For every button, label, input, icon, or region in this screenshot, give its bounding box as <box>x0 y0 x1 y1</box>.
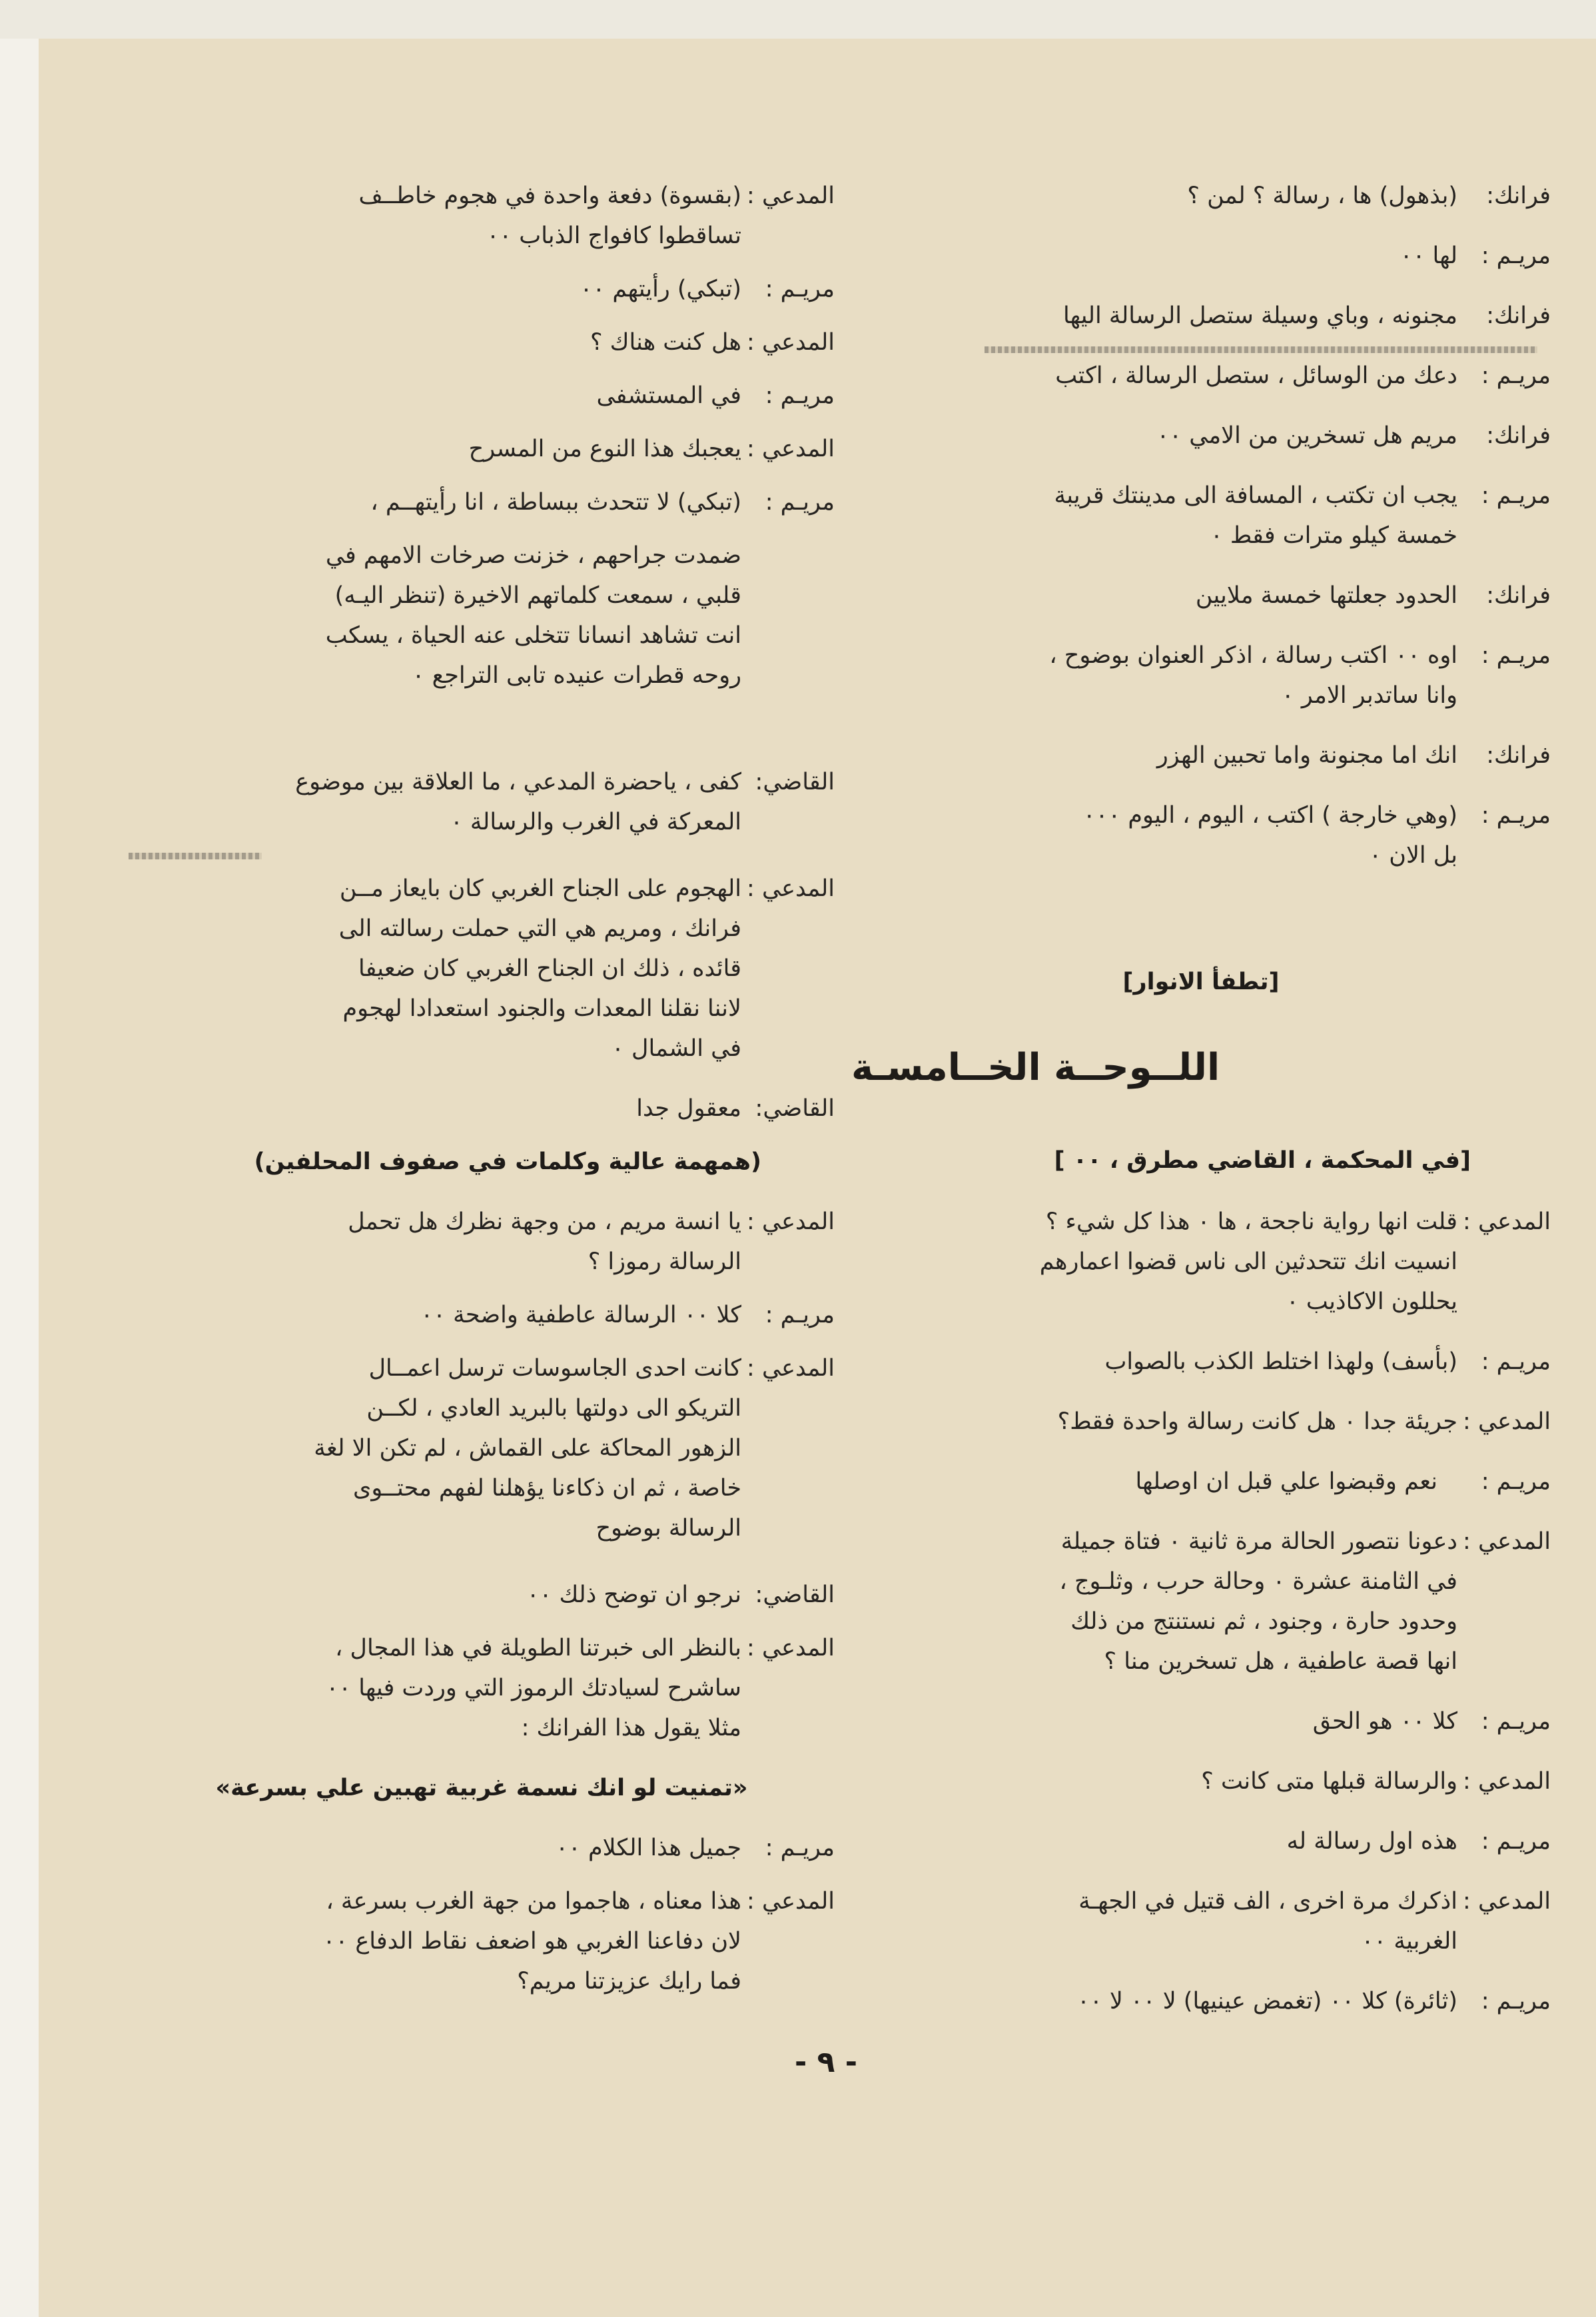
dialogue-text: الزهور المحاكة على القماش ، لم تكن الا لغة <box>314 1435 741 1462</box>
dialogue-text: مجنونه ، وباي وسيلة ستصل الرسالة اليها <box>1063 302 1457 329</box>
speaker-label: مريـم : <box>1481 1828 1551 1855</box>
dialogue-text: اذكرك مرة اخرى ، الف قتيل في الجهـة <box>1078 1888 1457 1915</box>
dialogue-text: ساشرح لسيادتك الرموز التي وردت فيها ٠٠ <box>326 1675 741 1701</box>
dialogue-text: الحدود جعلتها خمسة ملايين <box>1195 582 1457 609</box>
dialogue-text: كلا ٠٠ الرسالة عاطفية واضحة ٠٠ <box>420 1302 741 1328</box>
speaker-label: مريـم : <box>765 1302 835 1328</box>
speaker-label: مريـم : <box>1481 362 1551 389</box>
dialogue-text: لها ٠٠ <box>1399 242 1457 269</box>
speaker-label: مريـم : <box>1481 1348 1551 1375</box>
dialogue-text: دعونا نتصور الحالة مرة ثانية ٠ فتاة جميلة <box>1060 1528 1457 1555</box>
stage-direction-court: [في المحكمة ، القاضي مطرق ، ٠٠ ] <box>1054 1147 1471 1174</box>
dialogue-text: جريئة جدا ٠ هل كانت رسالة واحدة فقط؟ <box>1057 1408 1457 1435</box>
speaker-label: المدعي : <box>1463 1208 1551 1235</box>
dialogue-text: كفى ، ياحضرة المدعي ، ما العلاقة بين موضوع <box>295 769 741 795</box>
dialogue-text: ضمدت جراحهم ، خزنت صرخات الامهم في <box>325 542 741 569</box>
speaker-label: مريـم : <box>765 489 835 516</box>
dialogue-text: هذه اول رسالة له <box>1286 1828 1457 1855</box>
dialogue-text: خاصة ، ثم ان ذكاءنا يؤهلنا لفهم محتــوى <box>353 1475 741 1502</box>
dialogue-text: لان دفاعنا الغربي هو اضعف نقاط الدفاع ٠٠ <box>322 1928 741 1955</box>
speaker-label: المدعي : <box>747 329 835 356</box>
dialogue-text: يعجبك هذا النوع من المسرح <box>468 436 741 462</box>
dialogue-text: خمسة كيلو مترات فقط ٠ <box>1210 522 1457 549</box>
dialogue-text: كانت احدى الجاسوسات ترسل اعمــال <box>368 1355 741 1382</box>
dialogue-text: تساقطوا كافواج الذباب ٠٠ <box>486 223 741 249</box>
dialogue-text: (بذهول) ها ، رسالة ؟ لمن ؟ <box>1187 183 1457 209</box>
dialogue-text: دعك من الوسائل ، ستصل الرسالة ، اكتب <box>1055 362 1457 389</box>
dialogue-text: المعركة في الغرب والرسالة ٠ <box>450 809 741 835</box>
dialogue-text: يجب ان تكتب ، المسافة الى مدينتك قريبة <box>1054 482 1457 509</box>
dialogue-text: كلا ٠٠ هو الحق <box>1312 1708 1457 1735</box>
dialogue-text: هذا معناه ، هاجموا من جهة الغرب بسرعة ، <box>326 1888 741 1915</box>
dialogue-text: (بأسف) ولهذا اختلط الكذب بالصواب <box>1104 1348 1457 1375</box>
speaker-label: مريـم : <box>1481 242 1551 269</box>
dialogue-text: والرسالة قبلها متى كانت ؟ <box>1201 1768 1457 1795</box>
dialogue-text: الرسالة رموزا ؟ <box>588 1248 741 1275</box>
dialogue-text: مثلا يقول هذا الفرانك : <box>521 1715 741 1741</box>
section-heading: اللــوحــة الخــامسـة <box>851 1046 1220 1089</box>
dialogue-text: معقول جدا <box>636 1095 741 1122</box>
speaker-label: مريـم : <box>1481 1708 1551 1735</box>
speaker-label: المدعي : <box>747 875 835 902</box>
dialogue-text: قلبي ، سمعت كلماتهم الاخيرة (تنظر اليـه) <box>334 582 741 609</box>
speaker-label: مريـم : <box>1481 642 1551 669</box>
dialogue-text: الهجوم على الجناح الغربي كان بايعاز مــن <box>339 875 741 902</box>
dialogue-text: لاننا نقلنا المعدات والجنود استعدادا لهجوم <box>342 995 741 1022</box>
speaker-label: مريـم : <box>1481 1988 1551 2015</box>
dialogue-text: انها قصة عاطفية ، هل تسخرين منا ؟ <box>1104 1648 1457 1675</box>
dialogue-text: هل كنت هناك ؟ <box>590 329 741 356</box>
stage-direction-murmur: (همهمة عالية وكلمات في صفوف المحلفين) <box>254 1149 761 1175</box>
dialogue-text: قائده ، ذلك ان الجناح الغربي كان ضعيفا <box>358 955 741 982</box>
speaker-label: مريـم : <box>765 1835 835 1861</box>
document-page <box>39 39 1596 2317</box>
speaker-label: المدعي : <box>1463 1888 1551 1915</box>
dialogue-text: (تبكي) لا تتحدث ببساطة ، انا رأيتهــم ، <box>370 489 741 516</box>
dialogue-text: الرسالة بوضوح <box>596 1515 741 1542</box>
dialogue-text: فما رايك عزيزتنا مريم؟ <box>517 1968 741 1995</box>
speaker-label: مريـم : <box>1481 482 1551 509</box>
dialogue-text: في الشمال ٠ <box>611 1035 741 1062</box>
stage-direction-lights: [تطفأ الانوار] <box>1122 969 1280 995</box>
speaker-label: القاضي: <box>755 769 835 795</box>
speaker-label: فرانك: <box>1486 302 1551 329</box>
speaker-label: المدعي : <box>1463 1528 1551 1555</box>
dialogue-text: وحدود حارة ، وجنود ، ثم نستنتج من ذلك <box>1070 1608 1457 1635</box>
speaker-label: المدعي : <box>747 183 835 209</box>
speaker-label: المدعي : <box>747 1635 835 1661</box>
speaker-label: مريـم : <box>1481 802 1551 829</box>
dialogue-text: مريم هل تسخرين من الامي ٠٠ <box>1156 422 1457 449</box>
speaker-label: فرانك: <box>1486 582 1551 609</box>
speaker-label: المدعي : <box>1463 1408 1551 1435</box>
dialogue-text: يحللون الاكاذيب ٠ <box>1286 1288 1457 1315</box>
print-smudge <box>985 346 1537 353</box>
speaker-label: المدعي : <box>1463 1768 1551 1795</box>
dialogue-text: قلت انها رواية ناجحة ، ها ٠ هذا كل شيء ؟ <box>1045 1208 1457 1235</box>
page-number: - ٩ - <box>795 2045 858 2079</box>
dialogue-text: (ثائرة) كلا ٠٠ (تغمض عينيها) لا ٠٠ لا ٠٠ <box>1077 1988 1457 2015</box>
dialogue-text: في الثامنة عشرة ٠ وحالة حرب ، وثلـوج ، <box>1059 1568 1457 1595</box>
speaker-label: فرانك: <box>1486 742 1551 769</box>
quoted-verse: «تمنيت لو انك نسمة غربية تهبين علي بسرعة» <box>215 1775 748 1801</box>
dialogue-text: (وهي خارجة ) اكتب ، اليوم ، اليوم ٠٠٠ <box>1082 802 1457 829</box>
dialogue-text: انسيت انك تتحدثين الى ناس قضوا اعمارهم <box>1039 1248 1457 1275</box>
dialogue-text: بل الان ٠ <box>1369 842 1457 869</box>
dialogue-text: وانا ساتدبر الامر ٠ <box>1281 682 1457 709</box>
speaker-label: مريـم : <box>765 276 835 302</box>
dialogue-text: جميل هذا الكلام ٠٠ <box>556 1835 741 1861</box>
speaker-label: القاضي: <box>755 1582 835 1608</box>
print-smudge <box>129 853 262 859</box>
speaker-label: المدعي : <box>747 1208 835 1235</box>
dialogue-text: انت تشاهد انسانا تتخلى عنه الحياة ، يسكب <box>325 622 741 649</box>
dialogue-text: في المستشفى <box>596 382 741 409</box>
dialogue-text: روحه قطرات عنيده تابى التراجع ٠ <box>412 662 741 689</box>
speaker-label: المدعي : <box>747 1355 835 1382</box>
speaker-label: فرانك: <box>1486 183 1551 209</box>
dialogue-text: الغربية ٠٠ <box>1361 1928 1457 1955</box>
dialogue-text: (بقسوة) دفعة واحدة في هجوم خاطــف <box>358 183 741 209</box>
dialogue-text: انك اما مجنونة واما تحبين الهزر <box>1156 742 1457 769</box>
dialogue-text: (تبكي) رأيتهم ٠٠ <box>580 276 741 302</box>
dialogue-text: اوه ٠٠ اكتب رسالة ، اذكر العنوان بوضوح ، <box>1049 642 1457 669</box>
dialogue-text: التريكو الى دولتها بالبريد العادي ، لكــن <box>366 1395 741 1422</box>
dialogue-text: بالنظر الى خبرتنا الطويلة في هذا المجال ، <box>335 1635 741 1661</box>
dialogue-text: يا انسة مريم ، من وجهة نظرك هل تحمل <box>348 1208 741 1235</box>
dialogue-text: فرانك ، ومريم هي التي حملت رسالته الى <box>338 915 741 942</box>
dialogue-text: نعم وقبضوا علي قبل ان اوصلها <box>1135 1468 1437 1495</box>
speaker-label: مريـم : <box>1481 1468 1551 1495</box>
scan-border <box>0 0 1596 39</box>
speaker-label: مريـم : <box>765 382 835 409</box>
speaker-label: المدعي : <box>747 1888 835 1915</box>
dialogue-text: نرجو ان توضح ذلك ٠٠ <box>526 1582 741 1608</box>
speaker-label: فرانك: <box>1486 422 1551 449</box>
speaker-label: القاضي: <box>755 1095 835 1122</box>
speaker-label: المدعي : <box>747 436 835 462</box>
